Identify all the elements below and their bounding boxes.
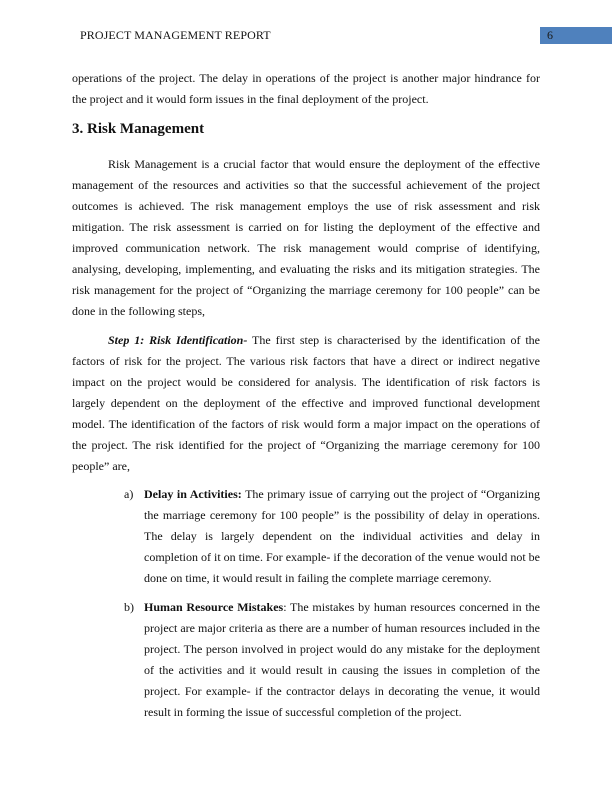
list-item — [124, 484, 540, 589]
page-number-box — [540, 27, 612, 44]
section-heading: 3. Risk Management — [72, 121, 205, 137]
list-item-title: Human Resource Mistakes — [144, 600, 284, 614]
risk-management-paragraph: Risk Management is a crucial factor that would ensure the deployment of the effective management of the resources and activities so that the successful achievement of the project outcomes is achieved. The risk management employs the use of risk assessment and risk mitigation. The risk assessment is carried on for listing the deployment of the effective and improved communication network. The risk management would comprise of identifying, analysing, developing, implementing, and evaluating the risks and its mitigation strategies. The risk management for the project of “Organizing the marriage ceremony for 100 people” can be done in the following steps, — [72, 157, 540, 318]
list-marker: a) — [124, 487, 134, 501]
step1-paragraph — [72, 330, 540, 477]
running-header: PROJECT MANAGEMENT REPORT — [80, 28, 271, 42]
step1-text: The first step is characterised by the identification of the factors of risk for the project. The various risk factors that have a direct or indirect negative impact on the project would be considered for analysis. The identification of risk factors is largely dependent on the deployment of the effective and improved functional development model. The identification of the factors of risk would form a major impact on the operations of the project. The risk identified for the project of “Organizing the marriage ceremony for 100 people” are, — [72, 333, 540, 473]
list-item-text: The primary issue of carrying out the project of “Organizing the marriage ceremony for 100 people” is the possibility of delay in operations. The delay is largely dependent on the individual activities and delay in completion of it on time. For example- if the decoration of the venue would not be done on time, it would result in failing the complete marriage ceremony. — [144, 487, 540, 585]
intro-paragraph: operations of the project. The delay in operations of the project is another major hindrance for the project and it would form issues in the final deployment of the project. — [72, 71, 540, 106]
list-item-text: : The mistakes by human resources concerned in the project are major criteria as there are a number of human resources included in the project. The person involved in project would do any mistake for the deployment of the activities and it would result in causing the issues in completion of the project. For example- if the contractor delays in decorating the venue, it would result in forming the issue of successful completion of the project. — [144, 600, 540, 719]
step1-label: Step 1: Risk Identification- — [108, 333, 248, 347]
page-number: 6 — [547, 28, 553, 42]
list-item — [124, 597, 540, 723]
list-marker: b) — [124, 600, 134, 614]
list-item-title: Delay in Activities: — [144, 487, 242, 501]
